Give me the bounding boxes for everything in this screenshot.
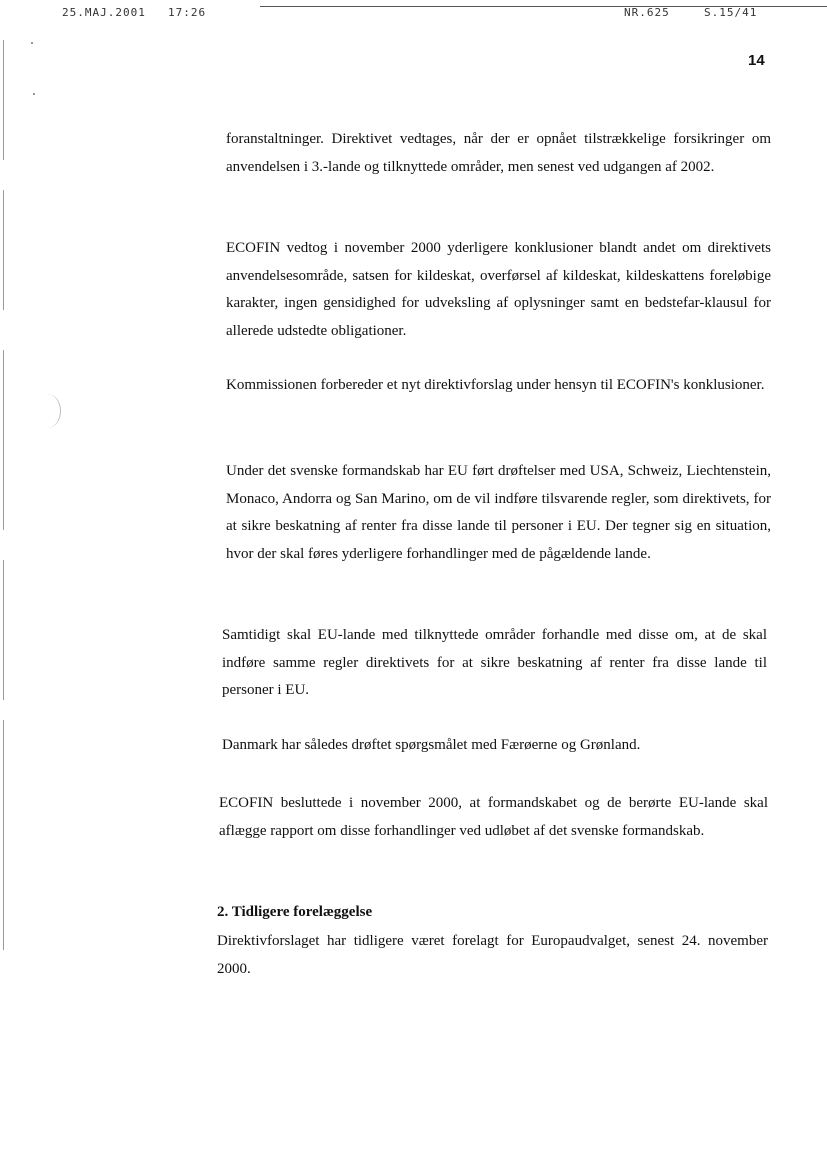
- scan-speck: [31, 42, 33, 44]
- paragraph-7: ECOFIN besluttede i november 2000, at formandskabet og de berørte EU-lande skal aflægge rapport om disse forhandlinger ved udløbet af det svenske formandskab.: [219, 795, 768, 839]
- fax-page-count: S.15/41: [704, 6, 758, 19]
- paragraph-1: foranstaltninger. Direktivet vedtages, når der er opnået tilstrækkelige forsikringer om anvendelsen i 3.-lande og tilknyttede områder, men senest ved udgangen af 2002.: [226, 131, 771, 175]
- paragraph-2: ECOFIN vedtog i november 2000 yderligere konklusioner blandt andet om direktivets anvendelsesområde, satsen for kildeskat, overførsel af kildeskat, kildeskattens foreløbige karakter, ingen gensidighed for udveksling af oplysninger samt en bedstefar-klausul for allerede udstedte obligationer.: [226, 240, 771, 339]
- scan-speck: [33, 93, 35, 95]
- scan-edge-line: [3, 720, 4, 950]
- section-paragraph: Direktivforslaget har tidligere været forelagt for Europaudvalget, senest 24. november 2000.: [217, 933, 768, 977]
- scan-edge-line: [3, 350, 4, 530]
- fax-header: [0, 4, 827, 24]
- paragraph-3: Kommissionen forbereder et nyt direktivforslag under hensyn til ECOFIN's konklusioner.: [226, 377, 765, 393]
- punch-hole-mark: [34, 394, 61, 428]
- fax-date: 25.MAJ.2001: [62, 6, 146, 19]
- paragraph-4: Under det svenske formandskab har EU ført drøftelser med USA, Schweiz, Liechtenstein, Monaco, Andorra og San Marino, om de vil indføre tilsvarende regler, som direktivets, for at sikre beskatning af renter fra disse lande til personer i EU. Der tegner sig en situation, hvor der skal føres yderligere forhandlinger med de pågældende lande.: [226, 463, 771, 562]
- scan-edge-line: [3, 560, 4, 700]
- paragraph-5: Samtidigt skal EU-lande med tilknyttede områder forhandle med disse om, at de skal indføre samme regler direktivets for at sikre beskatning af renter fra disse lande til personer i EU.: [222, 627, 767, 698]
- fax-time: 17:26: [168, 6, 207, 19]
- page-number: 14: [748, 52, 765, 69]
- paragraph-6: Danmark har således drøftet spørgsmålet med Færøerne og Grønland.: [222, 737, 641, 753]
- section-heading: 2. Tidligere forelæggelse: [217, 904, 373, 920]
- scan-edge-line: [3, 190, 4, 310]
- scan-edge-line: [3, 40, 4, 160]
- fax-number: NR.625: [624, 6, 670, 19]
